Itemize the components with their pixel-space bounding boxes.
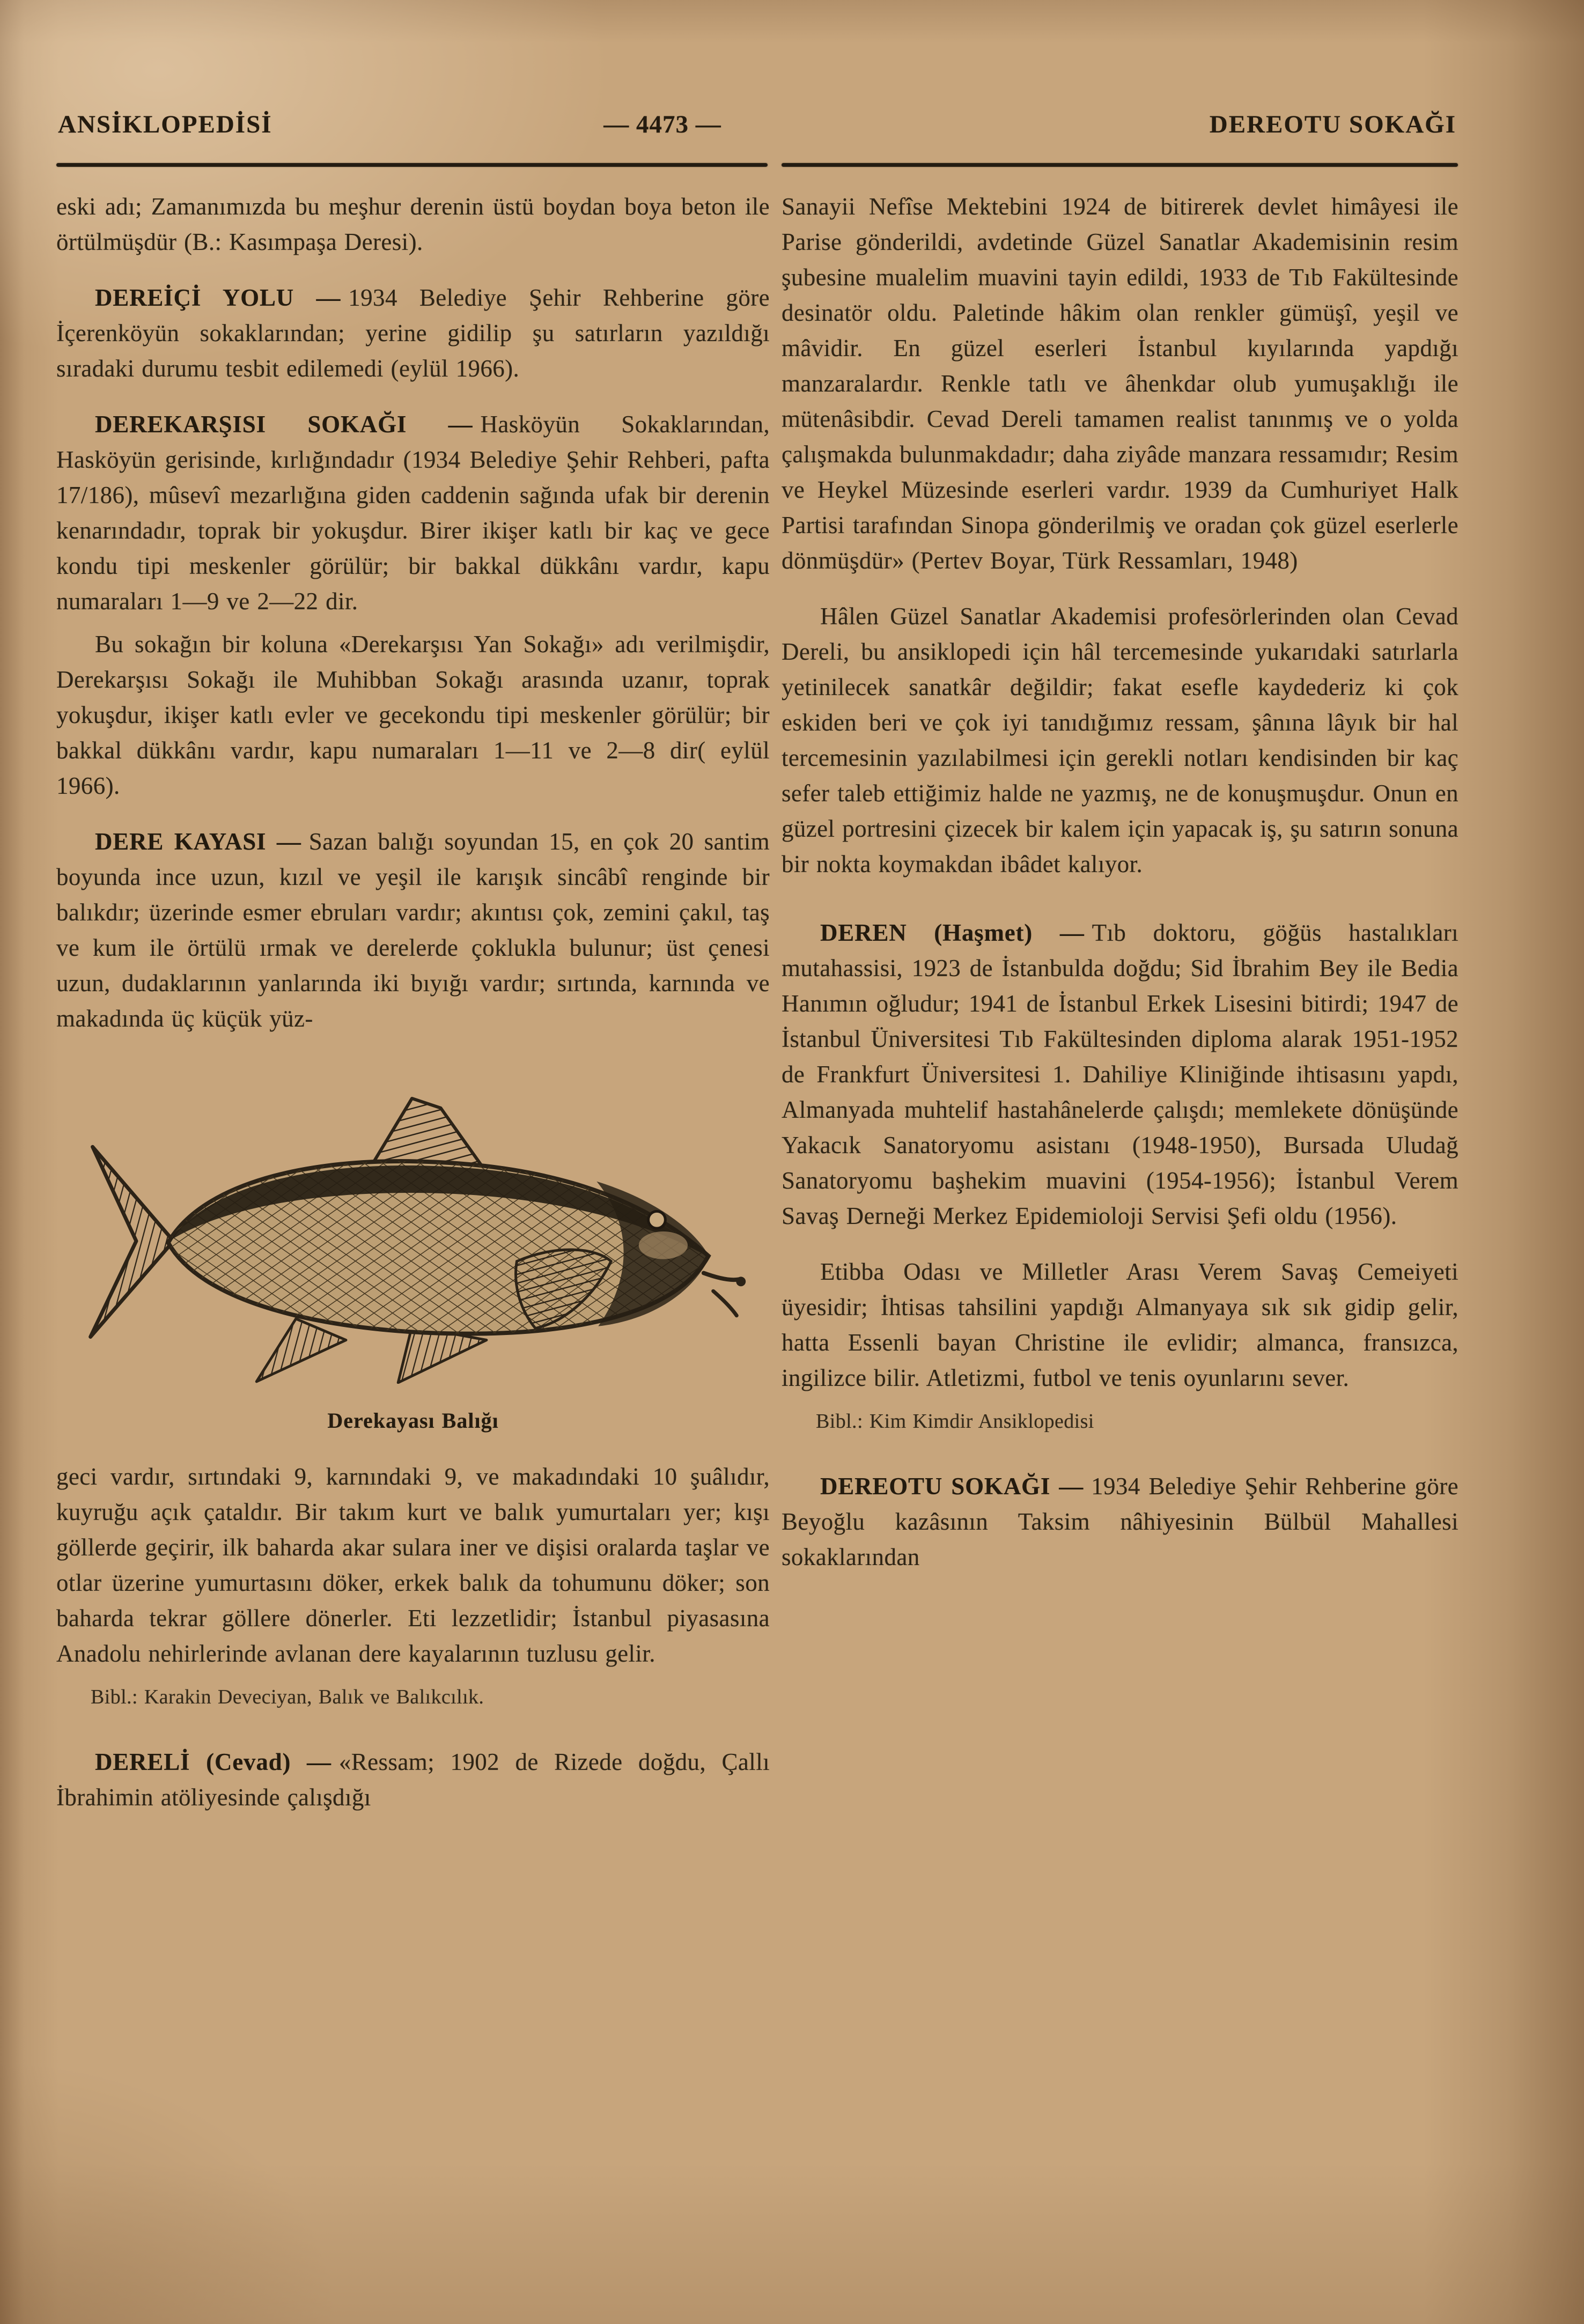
- entry-deren-hasmet: [782, 915, 1458, 1234]
- header-rule-right: [782, 163, 1458, 167]
- fish-pelvic-fin: [256, 1319, 346, 1382]
- paragraph: [56, 626, 770, 803]
- header-book-title: ANSİKLOPEDİSİ: [58, 110, 272, 138]
- column-left: [56, 189, 770, 1815]
- paragraph-continuation: [782, 189, 1458, 578]
- entry-dereici-yolu: [56, 280, 770, 386]
- fish-head-highlight: [639, 1231, 688, 1259]
- paragraph-text: Etibba Odası ve Milletler Arası Verem Savaş Cemeiyeti üyesidir; İhtisas tahsilini yapdığı Almanyaya sık sık gidip gelir, hatta Essenli bayan Christine ile evlidir; almanca, fransızca, ingilizce bilir. Atletizmi, futbol ve tenis oyunlarını sever.: [782, 1258, 1458, 1391]
- paragraph-text: Tıb doktoru, göğüs hastalıkları mutahassisi, 1923 de İstanbulda doğdu; Sid İbrahim Bey ile Bedia Hanımın oğludur; 1941 de İstanbul Erkek Lisesini bitirdi; 1947 de İstanbul Üniversitesi Tıb Fakültesinden diploma alarak 1951-1952 de Frankfurt Üniversitesi 1. Dahiliye Kliniğinde ihtisasını yapdı, Almanyada muhtelif hastahânelerde çalışdı; memlekete dönüşünde Yakacık Sanatoryomu asistanı (1948-1950), Bursada Uludağ Sanatoryomu başhekim muavini (1954-1956); İstanbul Verem Savaş Derneği Merkez Epidemioloji Servisi Şefi oldu (1956).: [782, 919, 1458, 1229]
- entry-heading: DERELİ (Cevad) —: [95, 1748, 331, 1775]
- paragraph-text: Hasköyün Sokaklarından, Hasköyün gerisinde, kırlığındadır (1934 Belediye Şehir Rehberi, pafta 17/186), mûsevî mezarlığına giden caddenin sağında ufak bir derenin kenarındadır, toprak bir yokuşdur. Birer ikişer katlı bir kaç ve gece kondu tipi meskenler görülür; bir bakkal dükkânı vardır, kapu numaraları 1—9 ve 2—22 dir.: [56, 411, 770, 615]
- paragraph-text: 1934 Belediye Şehir Rehberine göre İçerenköyün sokaklarından; yerine gidilip şu satırların yazıldığı sıradaki durumu tesbit edilemedi (eylül 1966).: [56, 284, 770, 382]
- paragraph: [782, 599, 1458, 882]
- fish-barbel: [713, 1291, 737, 1316]
- fish-mouth: [704, 1273, 739, 1280]
- entry-dere-kayasi: [56, 824, 770, 1036]
- entry-derekarsisi-sokagi: [56, 407, 770, 619]
- figure-caption: Derekayası Balığı: [327, 1408, 499, 1433]
- fish-snout-dot: [736, 1277, 746, 1286]
- bibliography-line: [56, 1683, 770, 1711]
- paragraph-text: Sazan balığı soyundan 15, en çok 20 santim boyunda ince uzun, kızıl ve yeşil ile karışık sincâbî renginde bir balıkdır; üzerinde esmer ebruları vardır; akıntısı çok, zemini çakıl, taş ve kum ile örtülü ırmak ve derelerde çoklukla bulunur; üst çenesi uzun, dudaklarının yanlarında iki bıyığı vardır; sırtında, karnında ve makadında üç küçük yüz-: [56, 828, 770, 1032]
- paragraph-text: Sanayii Nefîse Mektebini 1924 de bitirerek devlet himâyesi ile Parise gönderildi, avdetinde Güzel Sanatlar Akademisinin resim şubesine mualelim muavini tayin edildi, 1933 de Tıb Fakültesinde desinatör oldu. Paletinde hâkim olan renkler gümüşî, yeşil ve mâvidir. En güzel eserleri İstanbul kıyılarında yapdığı manzaralardır. Renkle tatlı ve âhenkdar olub yumuşaklığı ile mütenâsibdir. Cevad Dereli tamamen realist tanınmış ve o yolda çalışmakda bulunmakdadır; daha ziyâde manzara ressamıdır; Resim ve Heykel Müzesinde eserleri vardır. 1939 da Cumhuriyet Halk Partisi tarafından Sinopa gönderilmiş ve oradan çok güzel eserlerle dönmüşdür» (Pertev Boyar, Türk Ressamları, 1948): [782, 193, 1458, 574]
- header-rule-left: [56, 163, 768, 167]
- fish-tail: [91, 1147, 174, 1337]
- paragraph-text: geci vardır, sırtındaki 9, karnındaki 9, ve makadındaki 10 şuâlıdır, kuyruğu açık çataldır. Bir takım kurt ve balık yumurtaları yer; kışı göllerde geçirir, ilk baharda akar sulara iner ve dişisi oralarda taşlar ve otlar üzerine yumurtasını döker, erkek balık da tohumunu döker; son baharda tekrar göllere dönerler. Eti lezzetlidir; İstanbul piyasasına Anadolu nehirlerinde avlanan dere kayalarının tuzlusu gelir.: [56, 1463, 770, 1667]
- entry-heading: DEREN (Haşmet) —: [820, 919, 1085, 946]
- header-page-number: — 4473 —: [603, 110, 721, 138]
- paragraph-continuation: [56, 189, 770, 260]
- paragraph-text: eski adı; Zamanımızda bu meşhur derenin üstü boydan boya beton ile örtülmüşdür (B.: Kasımpaşa Deresi).: [56, 193, 770, 255]
- entry-heading: DEREKARŞISI SOKAĞI —: [95, 411, 473, 438]
- bibliography-line: [782, 1407, 1458, 1435]
- fish-eye: [649, 1211, 666, 1228]
- entry-heading: DEREİÇİ YOLU —: [95, 284, 341, 311]
- entry-heading: DERE KAYASI —: [95, 828, 301, 855]
- paragraph-text: Bu sokağın bir koluna «Derekarşısı Yan Sokağı» adı verilmişdir, Derekarşısı Sokağı ile Muhibban Sokağı arasında uzanır, toprak yokuşdur, ikişer katlı evler ve gecekondu tipi meskenler görülür; bir bakkal dükkânı vardır, kapu numaraları 1—11 ve 2—8 dir( eylül 1966).: [56, 631, 770, 799]
- entry-heading: DEREOTU SOKAĞI —: [820, 1473, 1084, 1500]
- paragraph-text: Hâlen Güzel Sanatlar Akademisi profesörlerinden olan Cevad Dereli, bu ansiklopedi için hâl tercemesinde yukarıdaki satırlarla yetinilecek sanatkâr değildir; fakat esefle kaydederiz ki çok eskiden beri ve çok iyi tanıdığımız ressam, şânına lâyık bir hal tercemesinin yazılabilmesi için gerekli notları kendisinden bir kaç sefer taleb ettiğimiz halde ne yazmış, ne de konuşmuşdur. Onun en güzel portresini çizecek bir kalem için yapacak iş, şu satırın sonuna bir nokta koymakdan ibâdet kalıyor.: [782, 603, 1458, 877]
- bibliography-text: Bibl.: Karakin Deveciyan, Balık ve Balıkcılık.: [91, 1686, 484, 1708]
- header-entry-title: DEREOTU SOKAĞI: [1209, 110, 1456, 138]
- paragraph-text: 1934 Belediye Şehir Rehberine göre Beyoğlu kazâsının Taksim nâhiyesinin Bülbül Mahallesi sokaklarından: [782, 1473, 1458, 1570]
- column-right: [782, 189, 1458, 1575]
- bibliography-text: Bibl.: Kim Kimdir Ansiklopedisi: [816, 1410, 1094, 1433]
- fish-engraving-illustration: [67, 1086, 759, 1384]
- paragraph-text: «Ressam; 1902 de Rizede doğdu, Çallı İbrahimin atöliyesinde çalışdığı: [56, 1748, 770, 1811]
- entry-dereotu-sokagi: [782, 1469, 1458, 1575]
- paragraph-continuation: [56, 1459, 770, 1671]
- entry-dereli-cevad: [56, 1744, 770, 1815]
- figure-derekayasi-fish: [56, 1086, 770, 1438]
- paragraph: [782, 1254, 1458, 1396]
